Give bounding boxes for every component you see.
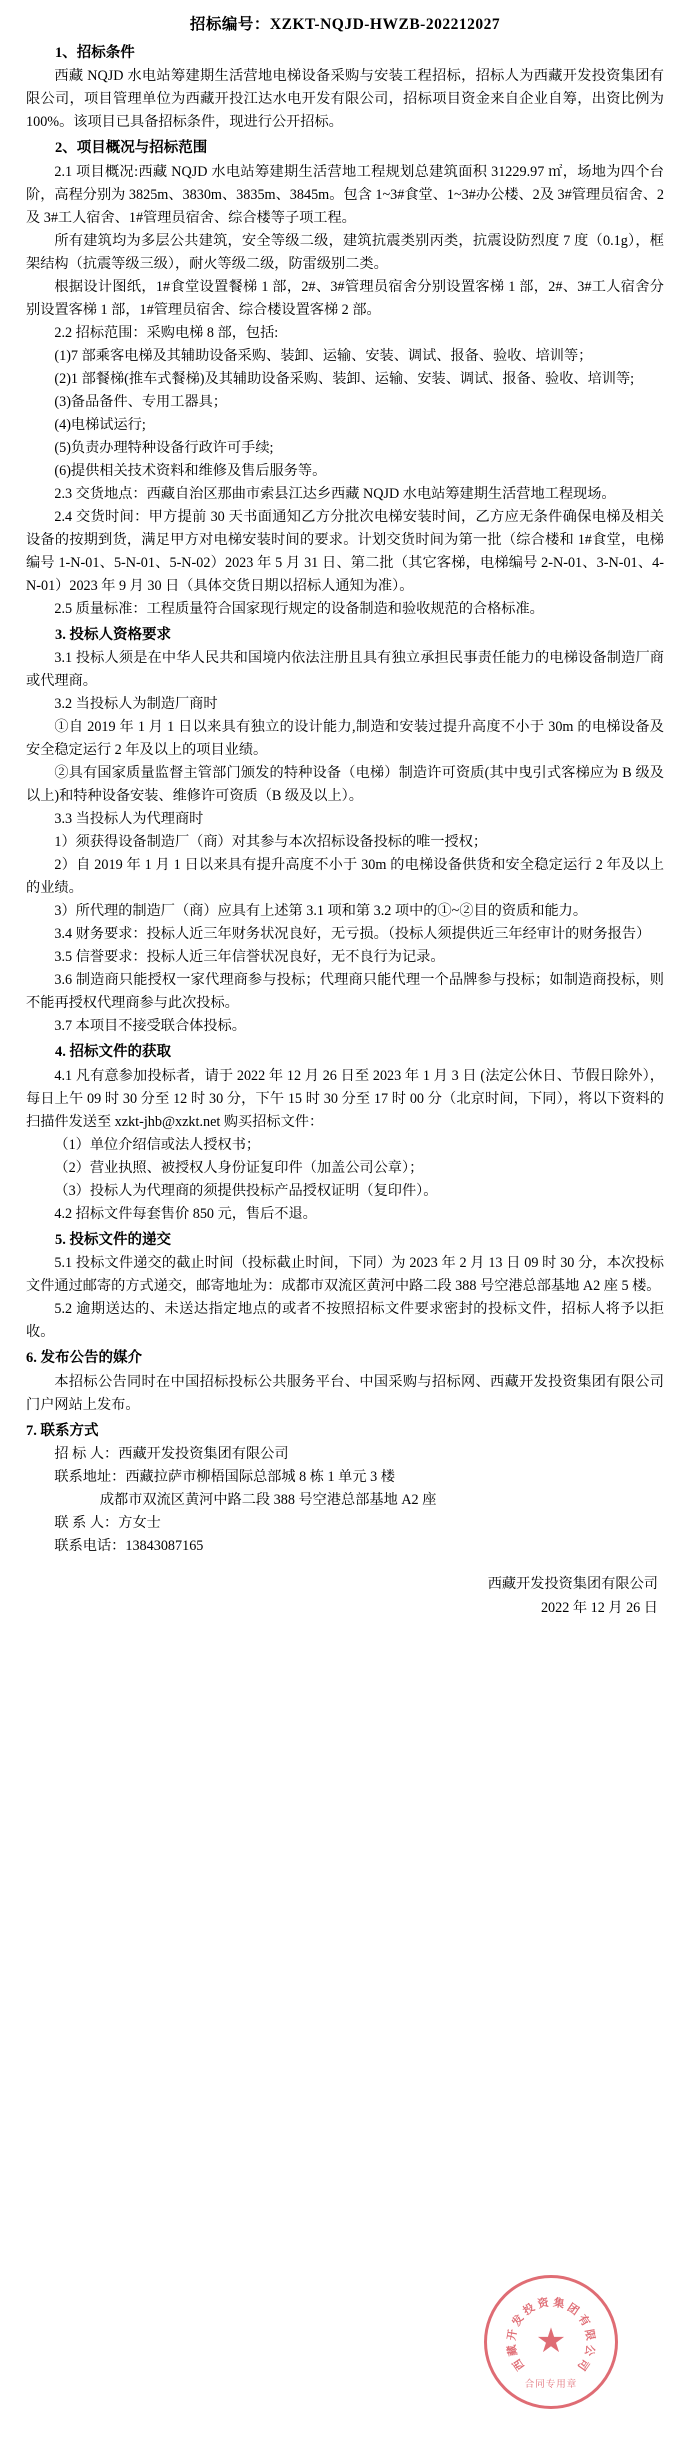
section-3-paragraph-1: 3.1 投标人须是在中华人民共和国境内依法注册且具有独立承担民事责任能力的电梯设备制造厂商或代理商。 (26, 650, 664, 690)
company-seal-stamp (484, 2275, 618, 2409)
section-heading-6: 6. 发布公告的媒介 (26, 1350, 142, 1367)
section-2-paragraph-5: (1)7 部乘客电梯及其辅助设备采购、装卸、运输、安装、调试、报备、验收、培训等； (54, 347, 593, 364)
section-4-paragraph-2: （1）单位介绍信或法人授权书； (54, 1136, 261, 1153)
contact-label-phone: 联系电话： (54, 1538, 126, 1555)
section-4-paragraph-4: （3）投标人为代理商的须提供投标产品授权证明（复印件）。 (54, 1182, 438, 1199)
section-3-paragraph-12: 3.7 本项目不接受联合体投标。 (54, 1018, 246, 1035)
section-5-paragraph-1: 5.1 投标文件递交的截止时间（投标截止时间，下同）为 2023 年 2 月 13 日 09 时 30 分，本次投标文件通过邮寄的方式递交，邮寄地址为：成都市双流区黄河中路二段 388 号空港总部基地 A2 座 5 楼。 (26, 1255, 664, 1295)
contact-value-address-2: 成都市双流区黄河中路二段 388 号空港总部基地 A2 座 (99, 1492, 437, 1509)
section-4-paragraph-5: 4.2 招标文件每套售价 850 元，售后不退。 (54, 1205, 317, 1222)
section-3-paragraph-2: 3.2 当投标人为制造厂商时 (54, 696, 218, 713)
section-heading-4: 4. 招标文件的获取 (55, 1044, 171, 1061)
section-3-paragraph-4: ②具有国家质量监督主管部门颁发的特种设备（电梯）制造许可资质(其中曳引式客梯应为 B 级及以上)和特种设备安装、维修许可资质（B 级及以上）。 (26, 765, 664, 805)
section-3-paragraph-9: 3.4 财务要求：投标人近三年财务状况良好，无亏损。（投标人须提供近三年经审计的财务报告） (54, 926, 651, 943)
contact-value-tenderer: 西藏开发投资集团有限公司 (118, 1446, 289, 1463)
section-2-paragraph-12: 2.4 交货时间：甲方提前 30 天书面通知乙方分批次电梯安装时间，乙方应无条件确保电梯及相关设备的按期到货，满足甲方对电梯安装时间的要求。计划交货时间为第一批（综合楼和 1#食堂，电梯编号 1-N-01、5-N-01、5-N-02）2023 年 5 月 31 日、第二批（其它客梯，电梯编号 2-N-01、3-N-01、4-N-01）2023 年 9 月 30 日（具体交货日期以招标人通知为准）。 (26, 508, 664, 594)
contact-row-address-2 (26, 1489, 664, 1512)
section-3-paragraph-3: ①自 2019 年 1 月 1 日以来具有独立的设计能力,制造和安装过提升高度不小于 30m 的电梯设备及安全稳定运行 2 年及以上的项目业绩。 (26, 719, 664, 759)
contact-label-address: 联系地址： (54, 1469, 126, 1486)
section-2-paragraph-1: 2.1 项目概况:西藏 NQJD 水电站筹建期生活营地工程规划总建筑面积 31229.97 ㎡，场地为四个台阶，高程分别为 3825m、3830m、3835m、3845m。包含 1~3#食堂、1~3#办公楼、2及 3#管理员宿舍、2及 3#工人宿舍、1#管理员宿舍、综合楼等子项工程。 (26, 163, 664, 226)
section-2-paragraph-3: 根据设计图纸，1#食堂设置餐梯 1 部，2#、3#管理员宿舍分别设置客梯 1 部，2#、3#工人宿舍分别设置客梯 1 部，1#管理员宿舍、综合楼设置客梯 2 部。 (26, 278, 664, 318)
contact-value-address-1: 西藏拉萨市柳梧国际总部城 8 栋 1 单元 3 楼 (125, 1469, 395, 1486)
seal-arc-text: 西 藏 开 发 投 资 集 团 有 限 公 司 (505, 2296, 597, 2373)
contact-row-phone (26, 1535, 664, 1558)
contact-row-address-1 (26, 1466, 664, 1489)
contact-value-phone: 13843087165 (125, 1538, 204, 1555)
contact-row-person (26, 1512, 664, 1535)
section-3-paragraph-10: 3.5 信誉要求：投标人近三年信誉状况良好，无不良行为记录。 (54, 949, 445, 966)
section-2-paragraph-2: 所有建筑均为多层公共建筑，安全等级二级，建筑抗震类别丙类，抗震设防烈度 7 度（0.1g），框架结构（抗震等级三级），耐火等级二级，防雷级别二类。 (26, 232, 664, 272)
seal-bottom-text: 合同专用章 (524, 2380, 578, 2390)
section-3-paragraph-11: 3.6 制造商只能授权一家代理商参与投标；代理商只能代理一个品牌参与投标；如制造商投标，则不能再授权代理商参与此次投标。 (26, 972, 664, 1012)
contact-row-tenderer (26, 1443, 664, 1466)
section-2-paragraph-10: (6)提供相关技术资料和维修及售后服务等。 (54, 462, 327, 479)
section-2-paragraph-7: (3)备品备件、专用工器具； (54, 393, 227, 410)
section-heading-2: 2、项目概况与招标范围 (55, 140, 208, 157)
section-3-paragraph-5: 3.3 当投标人为代理商时 (54, 811, 204, 828)
signature-date: 2022 年 12 月 26 日 (540, 1600, 658, 1617)
signature-block (26, 1572, 664, 1620)
section-heading-7: 7. 联系方式 (26, 1422, 99, 1439)
section-heading-3: 3. 投标人资格要求 (55, 626, 171, 643)
contact-value-person: 方女士 (118, 1515, 161, 1532)
contact-label-tenderer: 招 标 人： (54, 1446, 119, 1463)
section-4-paragraph-3: （2）营业执照、被授权人身份证复印件（加盖公司公章）； (54, 1159, 424, 1176)
contact-label-person: 联 系 人： (54, 1515, 119, 1532)
section-2-paragraph-9: (5)负责办理特种设备行政许可手续; (54, 439, 274, 456)
section-2-paragraph-8: (4)电梯试运行; (54, 416, 146, 433)
section-3-paragraph-8: 3）所代理的制造厂（商）应具有上述第 3.1 项和第 3.2 项中的①~②目的资质和能力。 (54, 903, 588, 920)
section-4-paragraph-1: 4.1 凡有意参加投标者，请于 2022 年 12 月 26 日至 2023 年 1 月 3 日 (法定公休日、节假日除外），每日上午 09 时 30 分至 12 时 30 分，下午 15 时 30 分至 17 时 00 分（北京时间，下同），将以下资料的扫描件发送至 xzkt-jhb@xzkt.net 购买招标文件： (26, 1067, 664, 1130)
section-5-paragraph-2: 5.2 逾期送达的、未送达指定地点的或者不按照招标文件要求密封的投标文件，招标人将予以拒收。 (26, 1301, 664, 1341)
section-2-paragraph-11: 2.3 交货地点：西藏自治区那曲市索县江达乡西藏 NQJD 水电站筹建期生活营地工程现场。 (54, 485, 616, 502)
section-2-paragraph-13: 2.5 质量标准：工程质量符合国家现行规定的设备制造和验收规范的合格标准。 (54, 600, 544, 617)
section-3-paragraph-7: 2）自 2019 年 1 月 1 日以来具有提升高度不小于 30m 的电梯设备供货和安全稳定运行 2 年及以上的业绩。 (26, 857, 664, 897)
section-1-paragraph-1: 西藏 NQJD 水电站筹建期生活营地电梯设备采购与安装工程招标，招标人为西藏开发投资集团有限公司，项目管理单位为西藏开投江达水电开发有限公司，招标项目资金来自企业自筹，出资比例为 100%。该项目已具备招标条件，现进行公开招标。 (26, 68, 664, 131)
document-number: 招标编号：XZKT-NQJD-HWZB-202212027 (189, 16, 501, 33)
section-2-paragraph-4: 2.2 招标范围：采购电梯 8 部，包括: (54, 324, 279, 341)
section-2-paragraph-6: (2)1 部餐梯(推车式餐梯)及其辅助设备采购、装卸、运输、安装、调试、报备、验收、培训等; (54, 370, 635, 387)
section-3-paragraph-6: 1）须获得设备制造厂（商）对其参与本次招标设备投标的唯一授权； (54, 834, 488, 851)
section-heading-5: 5. 投标文件的递交 (55, 1231, 171, 1248)
signature-company: 西藏开发投资集团有限公司 (487, 1576, 658, 1593)
section-6-paragraph-1: 本招标公告同时在中国招标投标公共服务平台、中国采购与招标网、西藏开发投资集团有限公司门户网站上发布。 (26, 1373, 664, 1413)
seal-star-icon: ★ (535, 2323, 567, 2360)
section-heading-1: 1、招标条件 (55, 45, 135, 61)
